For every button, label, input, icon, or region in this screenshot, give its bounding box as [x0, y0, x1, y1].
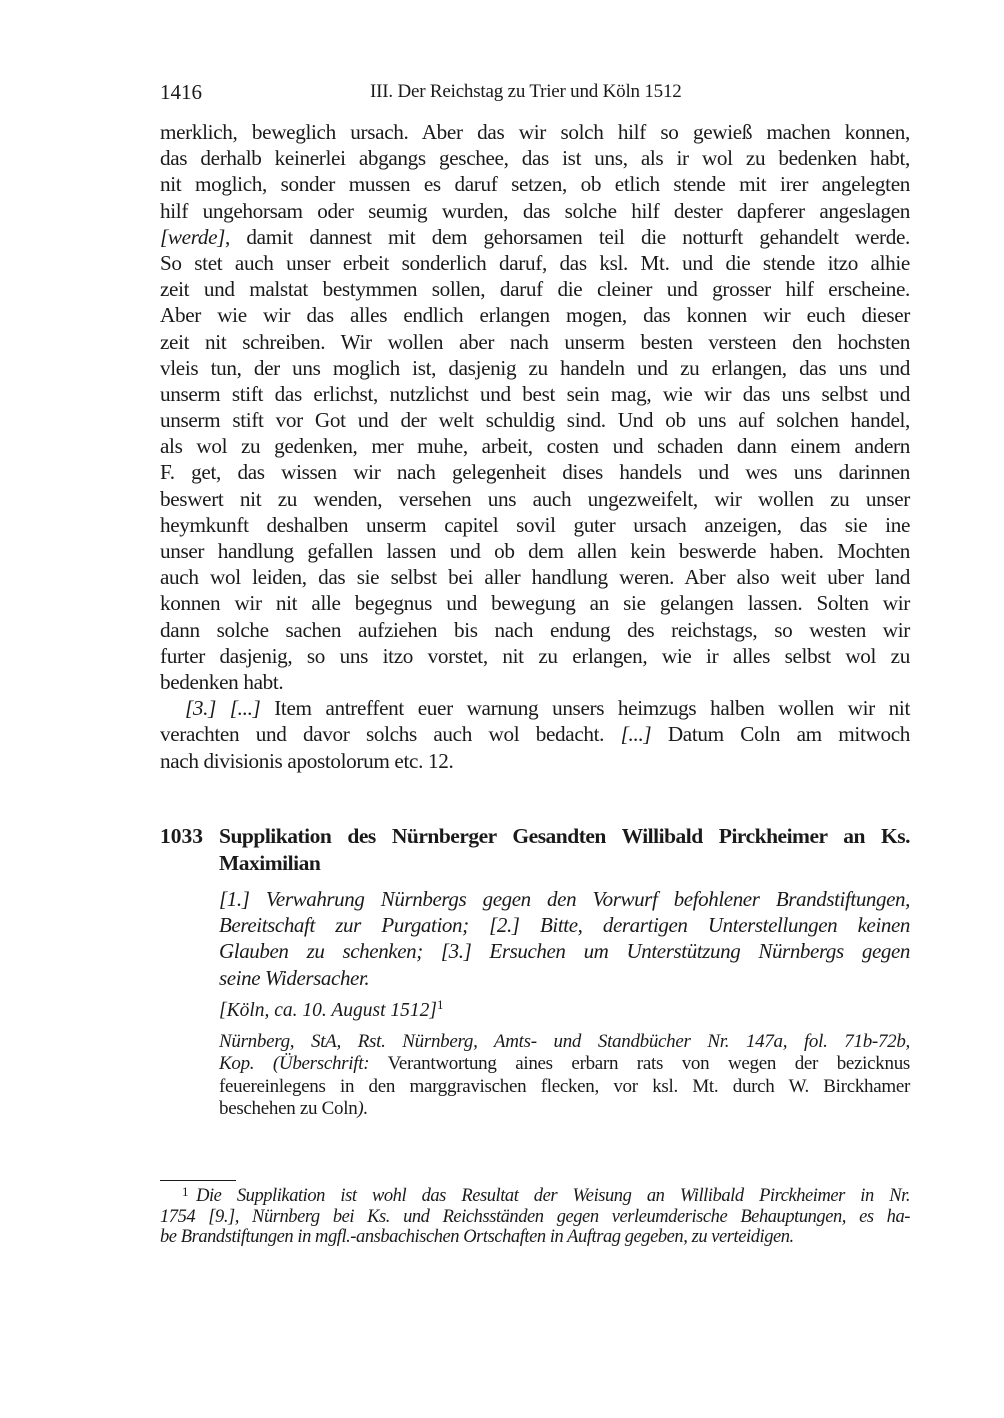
text-line: hilf ungehorsam oder seumig wurden, das solche hilf dester dapferer angeslagen [160, 198, 910, 223]
source-span: beschehen zu Coln [219, 1098, 358, 1120]
text-line: F. get, das wissen wir nach gelegenheit dises handels und wes uns darinnen [160, 460, 910, 485]
text-line: Aber wie wir das alles endlich erlangen mogen, das konnen wir euch dieser [160, 303, 910, 328]
entry-title [219, 823, 910, 876]
text-line: dann solche sachen aufziehen bis nach endung des reichstags, so westen wir [160, 617, 910, 642]
letter-body [160, 119, 910, 774]
text-line [160, 695, 910, 721]
source-span: ). [357, 1098, 368, 1120]
source-line: feuereinlegens in den marggravischen flecken, vor ksl. Mt. durch W. Birckhamer [219, 1075, 910, 1097]
source-span: Kop. (Überschrift: [219, 1053, 370, 1075]
title-line: Supplikation des Nürnberger Gesandten Willibald Pirckheimer an Ks. [219, 824, 910, 848]
source-citation [219, 1031, 910, 1121]
entry-date [219, 996, 910, 1023]
footnote-reference[interactable]: 1 [436, 996, 444, 1012]
entry-body [219, 823, 910, 1121]
text-line: nach divisionis apostolorum etc. 12. [160, 748, 454, 773]
text-span: Item antreffent euer warnung unsers heimzugs halben wollen wir nit [260, 696, 910, 721]
regest-line: [1.] Verwahrung Nürnbergs gegen den Vorwurf befohlener Brandstiftungen, [219, 887, 910, 911]
footnote-line: be Brandstiftungen in mgfl.-ansbachischen Ortschaften in Auftrag gegeben, zu verteidigen. [160, 1227, 794, 1247]
source-line: Nürnberg, StA, Rst. Nürnberg, Amts- und Standbücher Nr. 147a, fol. 71b-72b, [219, 1030, 910, 1052]
text-line: heymkunft deshalben unserm capitel sovil guter ursach anzeigen, das sie ine [160, 512, 910, 537]
text-span: verachten und davor solchs auch wol bedacht. [160, 722, 621, 747]
text-span: Datum Coln am mitwoch [651, 722, 910, 747]
running-title: III. Der Reichstag zu Trier und Köln 1512 [370, 81, 682, 102]
text-line [160, 224, 910, 250]
regest-line: Bereitschaft zur Purgation; [2.] Bitte, derartigen Unterstellungen keinen [219, 913, 910, 938]
page-number: 1416 [160, 80, 202, 104]
text-line: unserm stift das erlichst, nutzlichst und best sein mag, wie wir das uns selbst und [160, 381, 910, 406]
text-line: zeit und malstat bestymmen sollen, daruf die cleiner und grosser hilf erscheine. [160, 277, 910, 302]
running-head [160, 78, 910, 106]
text-line: unser handlung gefallen lassen und ob dem allen kein beswerde haben. Mochten [160, 539, 910, 563]
source-line [219, 1053, 910, 1076]
footnote-text: Die Supplikation ist wohl das Resultat der Weisung an Willibald Pirckheimer in Nr. [196, 1186, 910, 1206]
text-line: konnen wir nit alle begegnus und bewegung an sie gelangen lassen. Solten wir [160, 591, 910, 616]
text-line: bedenken habt. [160, 669, 284, 694]
footnote-line: 1754 [9.], Nürnberg bei Ks. und Reichsständen gegen verleumderische Behauptungen, es ha- [160, 1206, 910, 1227]
text-line: unserm stift vor Got und der welt schuldig sind. Und ob uns auf solchen handel, [160, 408, 910, 433]
section-marker: [3.] [...] [185, 696, 261, 721]
source-span: Verantwortung aines erbarn rats von wegen der bezicknus [369, 1053, 910, 1075]
text-span: , damit dannest mit dem gehorsamen teil die notturft gehandelt werde. [225, 224, 910, 249]
regest-line: Glauben zu schenken; [3.] Ersuchen um Unterstützung Nürnbergs gegen [219, 939, 910, 964]
text-line: das derhalb keinerlei abgangs geschee, das ist uns, als ir wol zu bedenken habt, [160, 146, 910, 171]
text-line: beswert nit zu wenden, versehen uns auch ungezweifelt, wir wollen zu unser [160, 486, 910, 511]
text-line: auch wol leiden, das sie selbst bei aller handlung weren. Aber also weit uber land [160, 565, 910, 590]
text-line: So stet auch unser erbeit sonderlich daruf, das ksl. Mt. und die stende itzo alhie [160, 250, 910, 275]
text-line [160, 721, 910, 747]
source-line [219, 1098, 910, 1121]
editorial-insertion: [werde] [160, 224, 226, 249]
entry-number: 1033 [160, 824, 203, 848]
text-line: nit moglich, sonder mussen es daruf setzen, ob etlich stende mit irer angelegten [160, 172, 910, 197]
footnote-line [160, 1186, 910, 1207]
date-text: [Köln, ca. 10. August 1512] [219, 999, 437, 1021]
text-line: merklich, beweglich ursach. Aber das wir solch hilf so gewieß machen konnen, [160, 120, 910, 144]
text-line: als wol zu gedenken, mer muhe, arbeit, costen und schaden dann einem andern [160, 434, 910, 459]
title-line: Maximilian [219, 850, 321, 875]
text-line: furter dasjenig, so uns itzo vorstet, nit zu erlangen, wie ir alles selbst wol zu [160, 643, 910, 668]
ellipsis-marker: [...] [620, 722, 652, 747]
footnote-divider [160, 1180, 236, 1181]
text-line: vleis tun, der uns moglich ist, dasjenig zu handeln und zu erlangen, das uns und [160, 355, 910, 380]
footnote [160, 1186, 910, 1248]
regest-line: seine Widersacher. [219, 965, 370, 990]
footnote-mark: 1 [182, 1184, 189, 1199]
text-line: zeit nit schreiben. Wir wollen aber nach unserm besten versteen den hochsten [160, 329, 910, 354]
regest-summary [219, 886, 910, 991]
